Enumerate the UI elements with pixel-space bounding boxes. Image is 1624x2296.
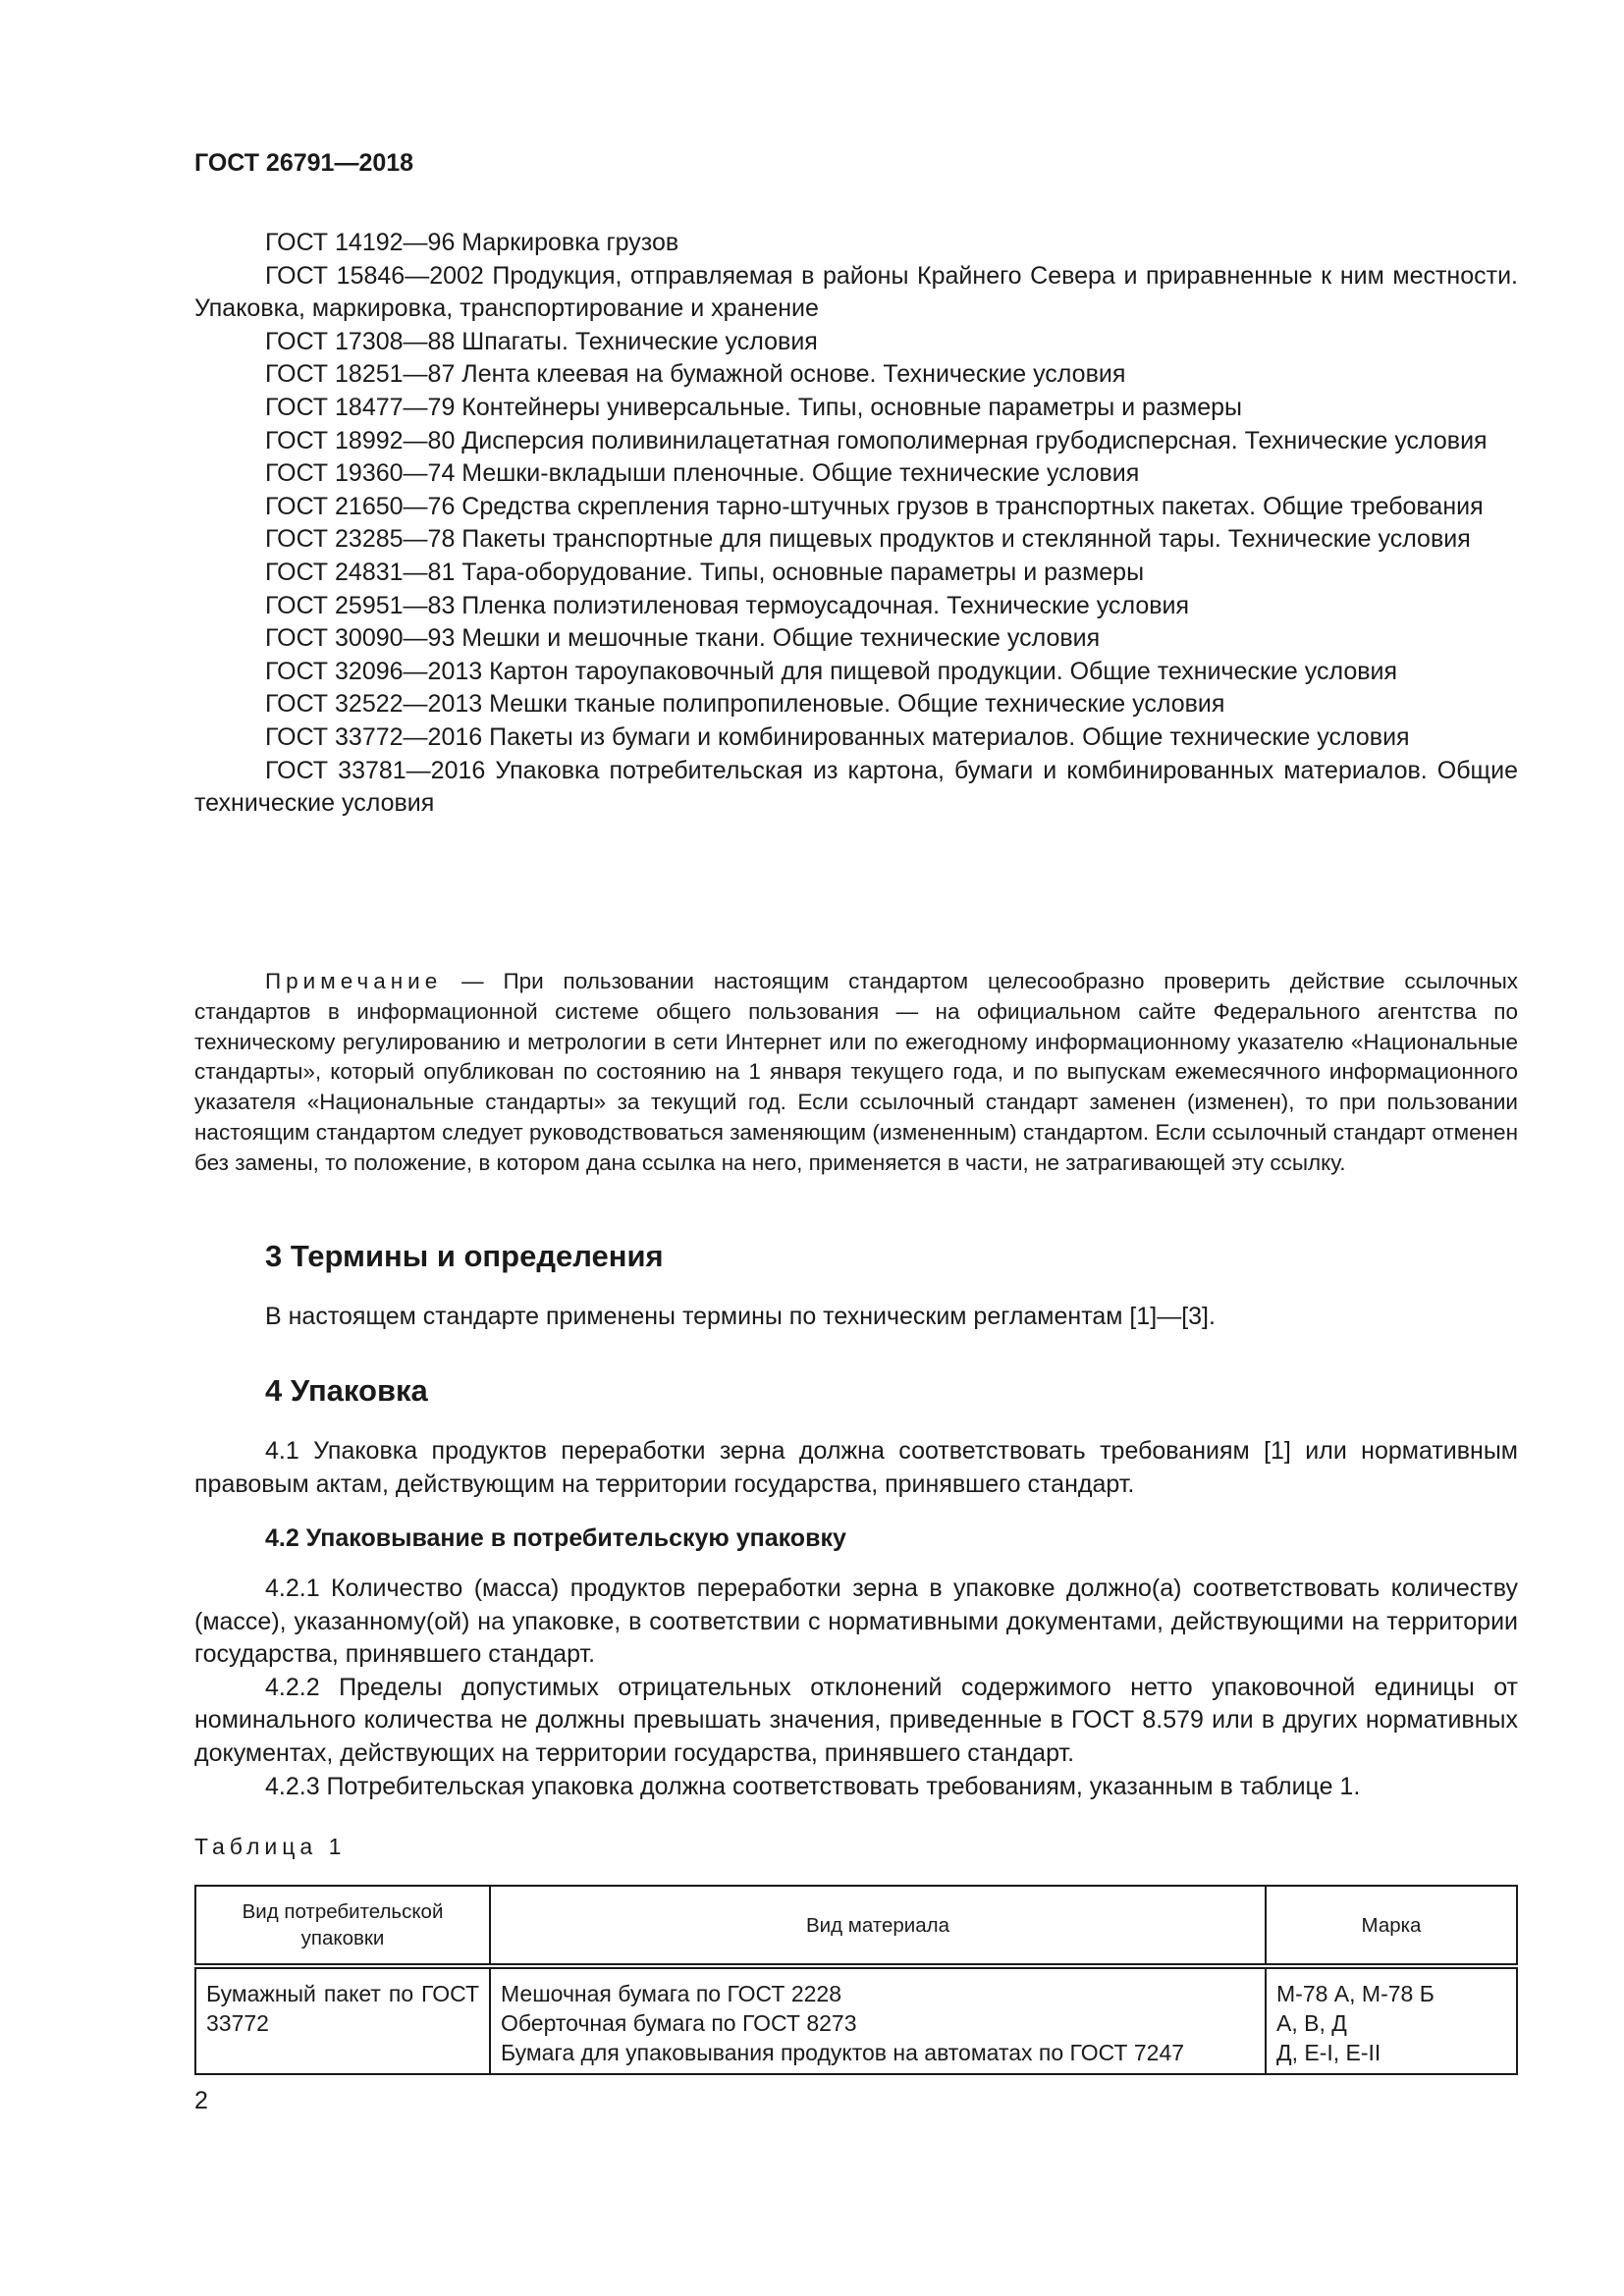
section-3 — [194, 1239, 1518, 1274]
subsection-heading: 4.2 Упаковывание в потребительскую упаковку — [265, 1524, 846, 1552]
reference-item: ГОСТ 18251—87 Лента клеевая на бумажной основе. Технические условия — [265, 360, 1126, 389]
grade-item: А, В, Д — [1276, 2010, 1347, 2036]
reference-item: ГОСТ 17308—88 Шпагаты. Технические условия — [265, 327, 818, 355]
section-4 — [194, 1373, 1518, 1409]
reference-item: ГОСТ 21650—76 Средства скрепления тарно-штучных грузов в транспортных пакетах. Общие требования — [265, 492, 1484, 520]
reference-item: ГОСТ 33781—2016 Упаковка потребительская из картона, бумаги и комбинированных материалов. Общие технические условия — [194, 756, 1518, 818]
table-caption: Таблица 1 — [194, 1834, 347, 1859]
grade-cell — [1266, 1966, 1517, 2074]
reference-item: ГОСТ 18992—80 Дисперсия поливинилацетатная гомополимерная грубодисперсная. Технические условия — [265, 426, 1488, 454]
column-header: Вид материала — [490, 1886, 1266, 1966]
reference-item: ГОСТ 23285—78 Пакеты транспортные для пищевых продуктов и стеклянной тары. Технические условия — [265, 525, 1471, 554]
section-heading: 3 Термины и определения — [265, 1239, 664, 1273]
material-item: Оберточная бумага по ГОСТ 8273 — [501, 2010, 857, 2036]
grade-item: Д, Е-I, Е-II — [1276, 2040, 1381, 2065]
paragraph: В настоящем стандарте применены термины по техническим регламентам [1]—[3]. — [265, 1303, 1216, 1330]
reference-item: ГОСТ 25951—83 Пленка полиэтиленовая термоусадочная. Технические условия — [265, 591, 1190, 619]
paragraph: 4.2.2 Пределы допустимых отрицательных отклонений содержимого нетто упаковочной единицы от номинального количества не должны превышать значения, приведенные в ГОСТ 8.579 или в других нормативных документах, действующих на территории государства, принявшего стандарт. — [194, 1673, 1518, 1767]
paragraph: 4.1 Упаковка продуктов переработки зерна должна соответствовать требованиям [1] или нормативным правовым актам, действующим на территории государства, принявшего стандарт. — [194, 1437, 1518, 1498]
reference-item: ГОСТ 30090—93 Мешки и мешочные ткани. Общие технические условия — [265, 624, 1101, 653]
grade-item: М-78 А, М-78 Б — [1276, 1981, 1435, 2006]
reference-item: ГОСТ 15846—2002 Продукция, отправляемая в районы Крайнего Севера и приравненные к ним местности. Упаковка, маркировка, транспортирование и хранение — [194, 261, 1518, 323]
paragraph: 4.2.3 Потребительская упаковка должна соответствовать требованиям, указанным в таблице 1. — [265, 1772, 1361, 1800]
material-cell — [490, 1966, 1266, 2074]
material-item: Бумага для упаковывания продуктов на автоматах по ГОСТ 7247 — [501, 2040, 1185, 2065]
note-label: Примечание — [265, 969, 443, 993]
reference-item: ГОСТ 24831—81 Тара-оборудование. Типы, основные параметры и размеры — [265, 558, 1145, 586]
section-heading: 4 Упаковка — [265, 1373, 428, 1408]
document-header: ГОСТ 26791—2018 — [194, 149, 414, 177]
note — [194, 967, 1518, 1179]
paragraph: 4.2.1 Количество (масса) продуктов переработки зерна в упаковке должно(а) соответствовать количеству (массе), указанному(ой) на упаковке, в соответствии с нормативными документами, действующими на территории государства, принявшего стандарт. — [194, 1575, 1518, 1669]
reference-item: ГОСТ 18477—79 Контейнеры универсальные. Типы, основные параметры и размеры — [265, 393, 1242, 421]
reference-item: ГОСТ 14192—96 Маркировка грузов — [265, 229, 679, 256]
note-text: — При пользовании настоящим стандартом целесообразно проверить действие ссылочных стандартов в информационной системе общего пользования — на официальном сайте Федерального агентства по техническому регулированию и метрологии в сети Интернет или по ежегодному информационному указателю «Национальные стандарты», который опубликован по состоянию на 1 января текущего года, и по выпускам ежемесячного информационного указателя «Национальные стандарты» за текущий год. Если ссылочный стандарт заменен (изменен), то при пользовании настоящим стандартом следует руководствоваться заменяющим (измененным) стандартом. Если ссылочный стандарт отменен без замены, то положение, в котором дана ссылка на него, применяется в части, не затрагивающей эту ссылку. — [194, 969, 1518, 1175]
reference-item: ГОСТ 33772—2016 Пакеты из бумаги и комбинированных материалов. Общие технические условия — [265, 722, 1410, 751]
reference-item: ГОСТ 32096—2013 Картон тароупаковочный для пищевой продукции. Общие технические условия — [265, 657, 1398, 685]
normative-references-list — [194, 227, 1518, 821]
packaging-type-cell: Бумажный пакет по ГОСТ 33772 — [195, 1966, 490, 2074]
table-1 — [194, 1885, 1518, 2075]
table-row — [195, 1966, 1517, 2074]
column-header: Марка — [1266, 1886, 1517, 1966]
page-number: 2 — [194, 2087, 208, 2114]
reference-item: ГОСТ 19360—74 Мешки-вкладыши пленочные. Общие технические условия — [265, 459, 1140, 488]
material-item: Мешочная бумага по ГОСТ 2228 — [501, 1981, 841, 2006]
reference-item: ГОСТ 32522—2013 Мешки тканые полипропиленовые. Общие технические условия — [265, 690, 1225, 719]
column-header: Вид потребительской упаковки — [195, 1886, 490, 1966]
